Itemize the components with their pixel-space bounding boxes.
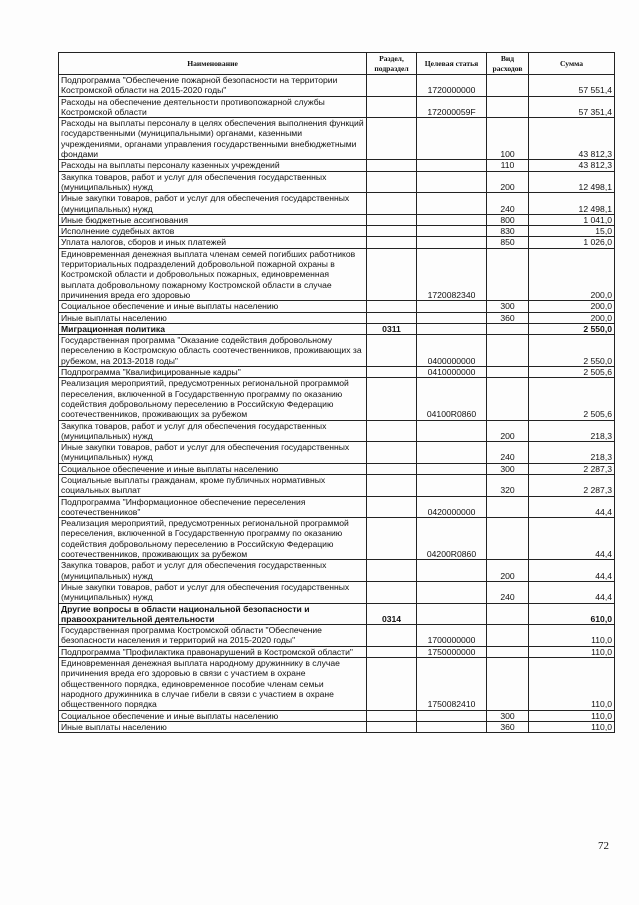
cell-section: [367, 710, 417, 721]
cell-sum: 43 812,3: [529, 160, 615, 171]
table-row: [59, 118, 615, 160]
cell-target: 0400000000: [417, 335, 487, 367]
cell-exptype: [487, 248, 529, 300]
header-sum: Сумма: [529, 53, 615, 75]
cell-section: [367, 646, 417, 657]
cell-exptype: 800: [487, 214, 529, 225]
table-row: [59, 312, 615, 323]
cell-name: Расходы на обеспечение деятельности противопожарной службы Костромской области: [59, 96, 367, 118]
table-row: [59, 463, 615, 474]
cell-target: 1700000000: [417, 625, 487, 647]
cell-sum: 200,0: [529, 248, 615, 300]
cell-target: [417, 237, 487, 248]
table-row: [59, 420, 615, 442]
table-row: [59, 75, 615, 97]
cell-sum: 57 551,4: [529, 75, 615, 97]
table-row: [59, 474, 615, 496]
cell-name: Расходы на выплаты персоналу в целях обеспечения выполнения функций государственными (муниципальными) органами, казенными учреждениями, органами управления государственными внебюджетными фондами: [59, 118, 367, 160]
cell-exptype: [487, 96, 529, 118]
budget-table: [58, 52, 615, 733]
table-row: [59, 710, 615, 721]
cell-sum: 44,4: [529, 496, 615, 518]
cell-section: [367, 420, 417, 442]
table-row: [59, 171, 615, 193]
cell-name: Закупка товаров, работ и услуг для обеспечения государственных (муниципальных) нужд: [59, 560, 367, 582]
cell-sum: 2 287,3: [529, 463, 615, 474]
cell-exptype: [487, 625, 529, 647]
cell-sum: 15,0: [529, 226, 615, 237]
cell-target: [417, 301, 487, 312]
cell-name: Закупка товаров, работ и услуг для обеспечения государственных (муниципальных) нужд: [59, 171, 367, 193]
cell-exptype: 360: [487, 312, 529, 323]
cell-exptype: 300: [487, 710, 529, 721]
cell-target: [417, 312, 487, 323]
cell-exptype: 300: [487, 463, 529, 474]
cell-target: [417, 193, 487, 215]
header-exptype: Вид расходов: [487, 53, 529, 75]
cell-sum: 218,3: [529, 442, 615, 464]
cell-sum: 2 287,3: [529, 474, 615, 496]
cell-exptype: 100: [487, 118, 529, 160]
header-name: Наименование: [59, 53, 367, 75]
cell-sum: 12 498,1: [529, 171, 615, 193]
table-row: [59, 323, 615, 334]
cell-exptype: 360: [487, 721, 529, 732]
cell-sum: 44,4: [529, 518, 615, 560]
cell-section: [367, 625, 417, 647]
cell-exptype: 300: [487, 301, 529, 312]
cell-name: Подпрограмма "Информационное обеспечение переселения соотечественников": [59, 496, 367, 518]
cell-target: [417, 160, 487, 171]
page-number: 72: [598, 840, 609, 852]
table-row: [59, 301, 615, 312]
cell-section: [367, 721, 417, 732]
cell-name: Иные выплаты населению: [59, 721, 367, 732]
table-row: [59, 625, 615, 647]
table-row: [59, 560, 615, 582]
cell-target: [417, 603, 487, 625]
cell-name: Иные закупки товаров, работ и услуг для обеспечения государственных (муниципальных) нужд: [59, 442, 367, 464]
cell-exptype: 240: [487, 442, 529, 464]
cell-section: [367, 171, 417, 193]
cell-name: Уплата налогов, сборов и иных платежей: [59, 237, 367, 248]
cell-target: 04100R0860: [417, 378, 487, 420]
cell-name: Подпрограмма "Профилактика правонарушений в Костромской области": [59, 646, 367, 657]
table-row: [59, 214, 615, 225]
header-section: Раздел, подраздел: [367, 53, 417, 75]
cell-exptype: 830: [487, 226, 529, 237]
cell-name: Реализация мероприятий, предусмотренных региональной программой переселения, включенной в Государственную программу по оказанию содействия добровольному переселению в Российскую Федерацию соотечественников, проживающих за рубежом: [59, 378, 367, 420]
cell-exptype: [487, 367, 529, 378]
cell-exptype: [487, 75, 529, 97]
cell-target: 1750000000: [417, 646, 487, 657]
cell-sum: 110,0: [529, 646, 615, 657]
cell-section: [367, 214, 417, 225]
cell-target: [417, 420, 487, 442]
cell-exptype: 240: [487, 581, 529, 603]
table-row: [59, 248, 615, 300]
cell-sum: 200,0: [529, 312, 615, 323]
cell-exptype: [487, 496, 529, 518]
table-row: [59, 193, 615, 215]
cell-target: 0410000000: [417, 367, 487, 378]
cell-sum: 110,0: [529, 721, 615, 732]
cell-name: Реализация мероприятий, предусмотренных региональной программой переселения, включенной в Государственную программу по оказанию содействия добровольному переселению в Российскую Федерацию соотечественников, проживающих за рубежом: [59, 518, 367, 560]
cell-sum: 200,0: [529, 301, 615, 312]
cell-name: Иные закупки товаров, работ и услуг для обеспечения государственных (муниципальных) нужд: [59, 193, 367, 215]
cell-target: 172000059F: [417, 96, 487, 118]
cell-target: [417, 214, 487, 225]
cell-sum: 57 351,4: [529, 96, 615, 118]
cell-name: Государственная программа "Оказание содействия добровольному переселению в Костромскую область соотечественников, проживающих за рубежом, на 2013-2018 годы": [59, 335, 367, 367]
cell-name: Расходы на выплаты персоналу казенных учреждений: [59, 160, 367, 171]
cell-target: [417, 442, 487, 464]
table-row: [59, 96, 615, 118]
cell-name: Исполнение судебных актов: [59, 226, 367, 237]
cell-section: 0314: [367, 603, 417, 625]
table-row: [59, 658, 615, 710]
cell-exptype: [487, 323, 529, 334]
cell-section: [367, 474, 417, 496]
cell-section: [367, 463, 417, 474]
cell-exptype: [487, 378, 529, 420]
cell-sum: 218,3: [529, 420, 615, 442]
cell-name: Подпрограмма "Квалифицированные кадры": [59, 367, 367, 378]
cell-exptype: [487, 603, 529, 625]
cell-section: [367, 301, 417, 312]
cell-section: [367, 312, 417, 323]
table-row: [59, 442, 615, 464]
cell-exptype: 200: [487, 171, 529, 193]
cell-target: 1720000000: [417, 75, 487, 97]
cell-sum: 44,4: [529, 560, 615, 582]
cell-exptype: [487, 658, 529, 710]
cell-section: [367, 496, 417, 518]
cell-target: [417, 118, 487, 160]
cell-name: Социальное обеспечение и иные выплаты населению: [59, 301, 367, 312]
cell-sum: 2 550,0: [529, 335, 615, 367]
cell-target: 1720082340: [417, 248, 487, 300]
cell-sum: 2 505,6: [529, 378, 615, 420]
cell-name: Закупка товаров, работ и услуг для обеспечения государственных (муниципальных) нужд: [59, 420, 367, 442]
cell-target: [417, 323, 487, 334]
table-row: [59, 378, 615, 420]
cell-section: [367, 442, 417, 464]
cell-section: [367, 378, 417, 420]
table-row: [59, 160, 615, 171]
cell-sum: 110,0: [529, 625, 615, 647]
cell-name: Единовременная денежная выплата членам семей погибших работников территориальных подразделений добровольной пожарной охраны в Костромской области и добровольных пожарных, единовременная выплата добровольному пожарному Костромской области в случае причинения вреда его здоровью: [59, 248, 367, 300]
cell-target: 0420000000: [417, 496, 487, 518]
cell-sum: 610,0: [529, 603, 615, 625]
cell-section: [367, 75, 417, 97]
cell-section: [367, 193, 417, 215]
table-row: [59, 721, 615, 732]
cell-target: [417, 474, 487, 496]
cell-section: [367, 96, 417, 118]
cell-section: [367, 237, 417, 248]
cell-target: [417, 226, 487, 237]
cell-exptype: 240: [487, 193, 529, 215]
cell-target: 04200R0860: [417, 518, 487, 560]
header-target: Целевая статья: [417, 53, 487, 75]
cell-sum: 12 498,1: [529, 193, 615, 215]
cell-sum: 1 041,0: [529, 214, 615, 225]
cell-exptype: 320: [487, 474, 529, 496]
cell-name: Социальное обеспечение и иные выплаты населению: [59, 463, 367, 474]
table-row: [59, 603, 615, 625]
table-row: [59, 237, 615, 248]
cell-sum: 43 812,3: [529, 118, 615, 160]
cell-target: [417, 581, 487, 603]
cell-exptype: 850: [487, 237, 529, 248]
cell-name: Иные закупки товаров, работ и услуг для обеспечения государственных (муниципальных) нужд: [59, 581, 367, 603]
cell-sum: 2 505,6: [529, 367, 615, 378]
cell-target: [417, 560, 487, 582]
cell-sum: 2 550,0: [529, 323, 615, 334]
cell-sum: 44,4: [529, 581, 615, 603]
cell-exptype: [487, 335, 529, 367]
cell-section: [367, 658, 417, 710]
cell-sum: 110,0: [529, 658, 615, 710]
cell-exptype: 200: [487, 560, 529, 582]
cell-name: Иные бюджетные ассигнования: [59, 214, 367, 225]
cell-section: [367, 518, 417, 560]
cell-section: [367, 118, 417, 160]
cell-name: Подпрограмма "Обеспечение пожарной безопасности на территории Костромской области на 2015-2020 годы": [59, 75, 367, 97]
cell-name: Социальные выплаты гражданам, кроме публичных нормативных социальных выплат: [59, 474, 367, 496]
cell-exptype: 200: [487, 420, 529, 442]
table-row: [59, 367, 615, 378]
table-row: [59, 226, 615, 237]
cell-name: Миграционная политика: [59, 323, 367, 334]
cell-exptype: [487, 518, 529, 560]
cell-exptype: 110: [487, 160, 529, 171]
cell-exptype: [487, 646, 529, 657]
table-row: [59, 518, 615, 560]
cell-section: [367, 335, 417, 367]
cell-section: [367, 367, 417, 378]
table-row: [59, 496, 615, 518]
cell-section: [367, 248, 417, 300]
cell-target: [417, 171, 487, 193]
cell-sum: 1 026,0: [529, 237, 615, 248]
table-header-row: [59, 53, 615, 75]
cell-name: Иные выплаты населению: [59, 312, 367, 323]
table-row: [59, 646, 615, 657]
cell-section: [367, 160, 417, 171]
cell-section: [367, 581, 417, 603]
cell-target: [417, 721, 487, 732]
cell-target: 1750082410: [417, 658, 487, 710]
cell-section: 0311: [367, 323, 417, 334]
cell-sum: 110,0: [529, 710, 615, 721]
cell-name: Социальное обеспечение и иные выплаты населению: [59, 710, 367, 721]
cell-name: Единовременная денежная выплата народному дружиннику в случае причинения вреда его здоровью в связи с участием в охране общественного порядка, единовременное пособие членам семьи народного дружинника в случае гибели в связи с участием в охране общественного порядка: [59, 658, 367, 710]
table-row: [59, 581, 615, 603]
cell-name: Другие вопросы в области национальной безопасности и правоохранительной деятельности: [59, 603, 367, 625]
cell-target: [417, 463, 487, 474]
cell-target: [417, 710, 487, 721]
cell-section: [367, 560, 417, 582]
cell-section: [367, 226, 417, 237]
cell-name: Государственная программа Костромской области "Обеспечение безопасности населения и территорий на 2015-2020 годы": [59, 625, 367, 647]
table-row: [59, 335, 615, 367]
